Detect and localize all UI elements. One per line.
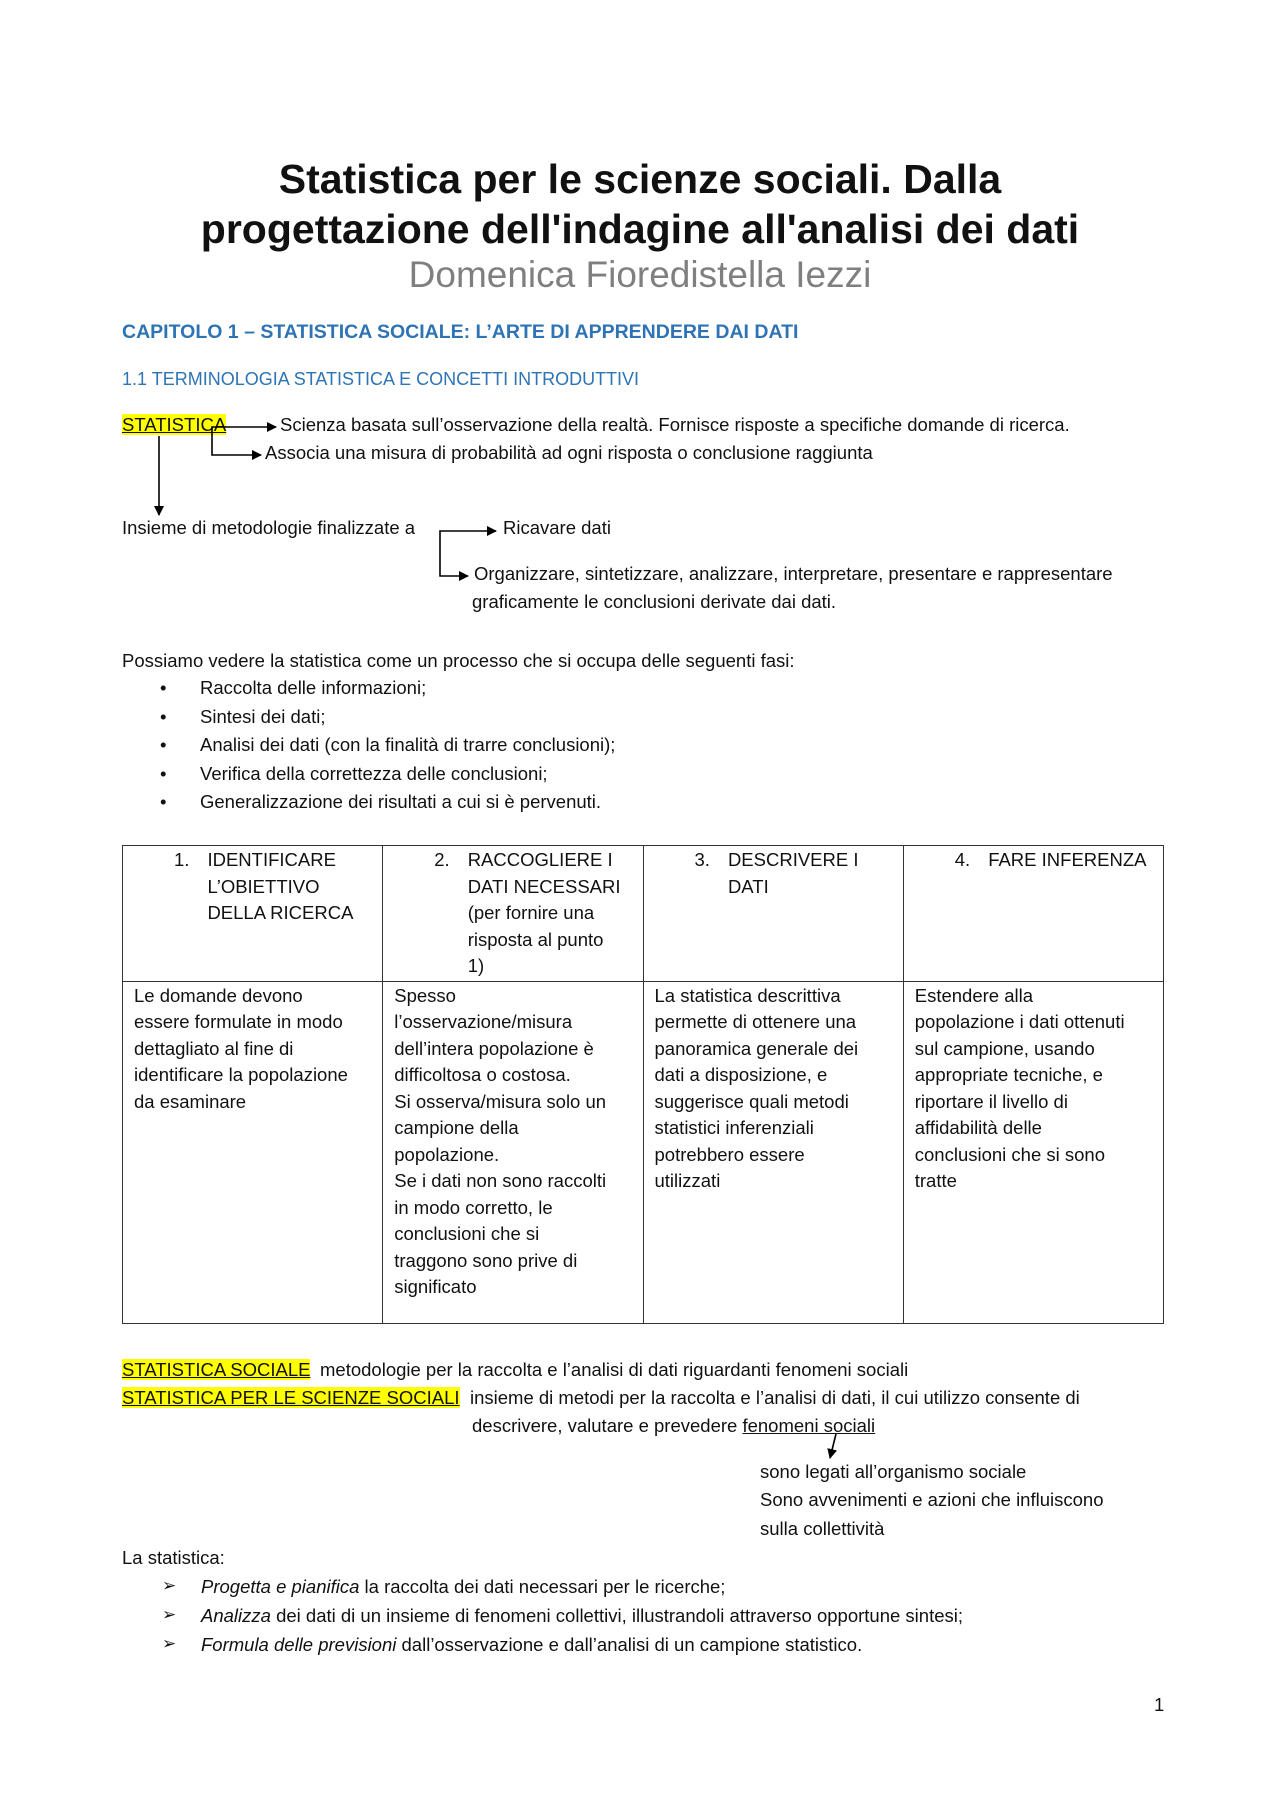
table-header-row <box>123 846 1164 982</box>
social-sciences-term <box>122 1386 460 1410</box>
cell-line: tratte <box>914 1170 957 1191</box>
cell-line: utilizzati <box>654 1170 721 1191</box>
list-item-text: dei dati di un insieme di fenomeni collettivi, illustrandoli attraverso opportune sintesi; <box>270 1605 963 1626</box>
phenomena-note-line3: sulla collettività <box>760 1518 885 1539</box>
bullet-icon: • <box>160 734 167 755</box>
header-num: 3. <box>694 849 710 870</box>
header-line: DATI NECESSARI <box>467 875 621 897</box>
cell-line: dati a disposizione, e <box>654 1064 828 1085</box>
document-title-line1: Statistica per le scienze sociali. Dalla <box>278 156 1002 202</box>
social-sciences-definition-line2 <box>472 1414 875 1438</box>
phenomena-note-line2: Sono avvenimenti e azioni che influiscono <box>760 1489 1104 1510</box>
process-intro: Possiamo vedere la statistica come un processo che si occupa delle seguenti fasi: <box>122 650 795 671</box>
cell-line: statistici inferenziali <box>654 1117 814 1138</box>
bullet-icon: • <box>160 762 167 784</box>
list-item-emphasis: Analizza <box>201 1605 271 1626</box>
header-line: FARE INFERENZA <box>988 849 1147 870</box>
header-line: (per fornire una <box>467 902 595 923</box>
list-item <box>122 731 615 760</box>
list-item-text: Analisi dei dati (con la finalità di trarre conclusioni); <box>200 734 616 755</box>
cell-line: dettagliato al fine di <box>134 1037 294 1059</box>
cell-line: conclusioni che si <box>394 1223 540 1244</box>
statistica-term-highlight: STATISTICA <box>122 414 227 435</box>
arrow-bullet-icon: ➢ <box>162 1576 177 1595</box>
cell-line: Spesso <box>394 984 456 1006</box>
header-num: 1. <box>174 849 190 870</box>
methods-label: Insieme di metodologie finalizzate a <box>122 517 416 538</box>
cell-line: essere formulate in modo <box>134 1011 343 1032</box>
bullet-icon: • <box>160 677 167 698</box>
cell-line: identificare la popolazione <box>134 1064 348 1085</box>
section-heading: 1.1 TERMINOLOGIA STATISTICA E CONCETTI INTRODUTTIVI <box>122 369 640 389</box>
cell-line: Estendere alla <box>914 984 1034 1006</box>
cell-line: popolazione. <box>394 1143 500 1165</box>
arrow-to-definition-2 <box>212 436 261 455</box>
goal-organizzare-line1: Organizzare, sintetizzare, analizzare, interpretare, presentare e rappresentare <box>474 563 1113 584</box>
statistica-definition-2: Associa una misura di probabilità ad ogni risposta o conclusione raggiunta <box>265 442 873 463</box>
header-line: DELLA RICERCA <box>207 902 354 923</box>
list-item <box>122 760 615 789</box>
statistica-definition-1: Scienza basata sull’osservazione della realtà. Fornisce risposte a specifiche domande di ricerca. <box>280 414 1070 435</box>
cell-line: La statistica descrittiva <box>654 984 841 1006</box>
statistica-list-intro: La statistica: <box>122 1547 225 1568</box>
table-cell-3 <box>643 981 903 1324</box>
header-line: risposta al punto <box>467 928 604 950</box>
chapter-heading: CAPITOLO 1 – STATISTICA SOCIALE: L’ARTE DI APPRENDERE DAI DATI <box>122 321 799 343</box>
table-row <box>123 981 1164 1324</box>
social-statistics-term <box>122 1358 310 1382</box>
list-item-emphasis: Progetta e pianifica <box>201 1576 360 1597</box>
statistica-term <box>122 413 226 437</box>
header-cell-2 <box>383 846 643 982</box>
header-cell-4 <box>903 846 1163 982</box>
list-item-text: Sintesi dei dati; <box>200 705 326 727</box>
header-cell-3 <box>643 846 903 982</box>
phenomena-note-line1: sono legati all’organismo sociale <box>760 1461 1027 1482</box>
social-statistics-highlight: STATISTICA SOCIALE <box>122 1359 311 1380</box>
document-author: Domenica Fioredistella Iezzi <box>408 254 872 295</box>
header-line: DESCRIVERE I <box>727 849 859 870</box>
list-item-text: Raccolta delle informazioni; <box>200 677 427 698</box>
bullet-icon: • <box>160 705 167 727</box>
header-line: IDENTIFICARE <box>207 849 336 870</box>
header-line: RACCOGLIERE I <box>467 849 613 870</box>
list-item <box>201 1604 963 1628</box>
cell-line: appropriate tecniche, e <box>914 1064 1103 1085</box>
header-num: 4. <box>954 849 971 870</box>
goal-organizzare-line2: graficamente le conclusioni derivate dai dati. <box>472 591 837 612</box>
cell-line: suggerisce quali metodi <box>654 1090 849 1112</box>
list-item <box>122 703 615 732</box>
cell-line: in modo corretto, le <box>394 1196 553 1218</box>
arrow-to-ricavare <box>440 531 496 539</box>
list-item-text: dall’osservazione e dall’analisi di un campione statistico. <box>396 1634 863 1655</box>
cell-line: Le domande devono <box>134 984 303 1006</box>
phases-table <box>122 845 1164 1324</box>
goal-ricavare: Ricavare dati <box>503 517 611 538</box>
cell-line: dell’intera popolazione è <box>394 1037 594 1059</box>
cell-line: Se i dati non sono raccolti <box>394 1170 607 1191</box>
header-num: 2. <box>434 849 450 870</box>
cell-line: campione della <box>394 1117 519 1138</box>
arrow-to-organizzare <box>440 539 468 576</box>
cell-line: traggono sono prive di <box>394 1249 578 1271</box>
list-item <box>201 1575 725 1599</box>
cell-line: affidabilità delle <box>914 1117 1042 1138</box>
definition-prefix: descrivere, valutare e prevedere <box>472 1415 738 1436</box>
cell-line: permette di ottenere una <box>654 1011 857 1032</box>
list-item-emphasis: Formula delle previsioni <box>201 1634 397 1655</box>
header-line: 1) <box>467 955 485 976</box>
cell-line: Si osserva/misura solo un <box>394 1090 607 1112</box>
table-cell-2 <box>383 981 643 1324</box>
list-item-text: Verifica della correttezza delle conclusioni; <box>200 762 548 784</box>
list-item <box>122 788 615 817</box>
cell-line: riportare il livello di <box>914 1090 1068 1112</box>
social-sciences-definition-line1: insieme di metodi per la raccolta e l’analisi di dati, il cui utilizzo consente di <box>470 1387 1080 1408</box>
header-cell-1 <box>123 846 383 982</box>
bullet-icon: • <box>160 791 167 812</box>
page-number: 1 <box>1154 1694 1165 1715</box>
table-cell-1 <box>123 981 383 1324</box>
list-item <box>201 1633 862 1657</box>
list-item-text: Generalizzazione dei risultati a cui si è pervenuti. <box>200 791 602 812</box>
cell-line: potrebbero essere <box>654 1143 805 1165</box>
list-item-text: la raccolta dei dati necessari per le ricerche; <box>359 1576 726 1597</box>
arrow-bullet-icon: ➢ <box>162 1634 177 1653</box>
arrow-bullet-icon: ➢ <box>162 1605 177 1624</box>
process-bullet-list <box>122 674 615 817</box>
social-sciences-highlight: STATISTICA PER LE SCIENZE SOCIALI <box>122 1387 460 1408</box>
table-cell-4 <box>903 981 1163 1324</box>
cell-line: panoramica generale dei <box>654 1037 859 1059</box>
cell-line: significato <box>394 1276 477 1297</box>
cell-line: popolazione i dati ottenuti <box>914 1011 1125 1032</box>
header-line: DATI <box>727 875 769 897</box>
header-line: L’OBIETTIVO <box>207 875 320 897</box>
cell-line: sul campione, usando <box>914 1037 1095 1059</box>
cell-line: da esaminare <box>134 1090 247 1112</box>
cell-line: difficoltosa o costosa. <box>394 1064 571 1085</box>
cell-line: conclusioni che si sono <box>914 1143 1105 1165</box>
social-phenomena-term: fenomeni sociali <box>742 1415 876 1436</box>
list-item <box>122 674 615 703</box>
cell-line: l’osservazione/misura <box>394 1011 573 1032</box>
social-statistics-definition: metodologie per la raccolta e l’analisi di dati riguardanti fenomeni sociali <box>320 1359 909 1380</box>
document-title-line2: progettazione dell'indagine all'analisi dei dati <box>200 206 1080 252</box>
